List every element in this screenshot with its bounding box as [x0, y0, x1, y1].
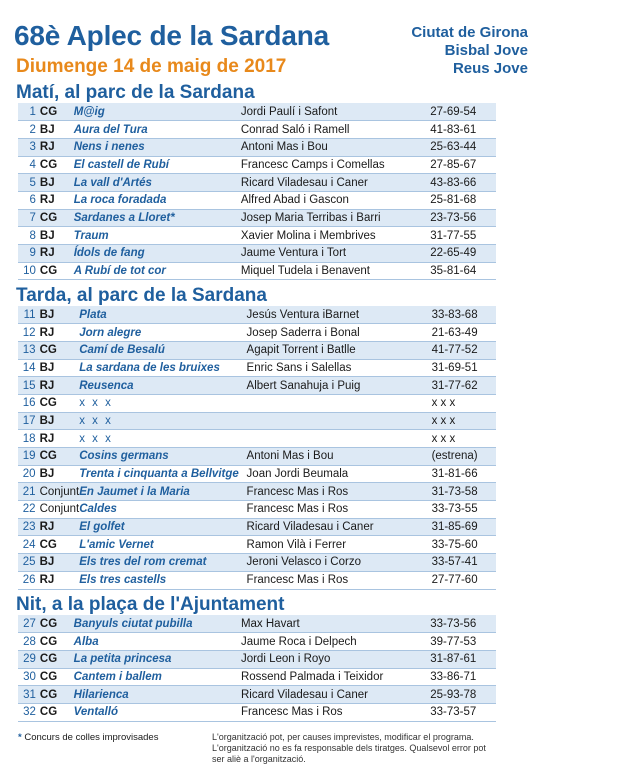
choir-code: BJ: [40, 306, 80, 324]
piece-reference: 31-69-51: [432, 359, 496, 377]
table-row: [18, 209, 496, 227]
composer-name: Antoni Mas i Bou: [247, 448, 432, 466]
piece-title: Sardanes a Lloret*: [74, 209, 241, 227]
composer-name: [247, 430, 432, 448]
piece-title: Banyuls ciutat pubilla: [74, 615, 241, 633]
piece-reference: 31-77-55: [430, 227, 496, 245]
piece-reference: 22-65-49: [430, 245, 496, 263]
piece-reference: 33-73-57: [430, 703, 496, 721]
piece-number: 23: [18, 518, 40, 536]
composer-name: Xavier Molina i Membrives: [241, 227, 430, 245]
table-row: [18, 501, 496, 519]
choir-code: RJ: [40, 245, 74, 263]
piece-reference: 31-85-69: [432, 518, 496, 536]
piece-title: Caldes: [79, 501, 246, 519]
piece-number: 20: [18, 465, 40, 483]
piece-reference: 25-81-68: [430, 191, 496, 209]
piece-reference: 31-81-66: [432, 465, 496, 483]
piece-reference: 23-73-56: [430, 209, 496, 227]
table-row: [18, 394, 496, 412]
composer-name: Ricard Viladesau i Caner: [241, 686, 430, 704]
composer-name: Francesc Mas i Ros: [241, 703, 430, 721]
program-table: [18, 306, 496, 590]
footnote: [18, 732, 158, 743]
choir-code: CG: [40, 103, 74, 121]
table-row: [18, 191, 496, 209]
piece-number: 13: [18, 341, 40, 359]
piece-title: Ídols de fang: [74, 245, 241, 263]
choir-code: CG: [40, 536, 80, 554]
composer-name: Albert Sanahuja i Puig: [247, 377, 432, 395]
piece-number: 15: [18, 377, 40, 395]
piece-reference: 43-83-66: [430, 174, 496, 192]
piece-reference: x x x: [432, 430, 496, 448]
piece-reference: x x x: [432, 412, 496, 430]
piece-title: x x x: [79, 430, 246, 448]
piece-reference: 33-86-71: [430, 668, 496, 686]
composer-name: Ricard Viladesau i Caner: [241, 174, 430, 192]
piece-reference: 25-93-78: [430, 686, 496, 704]
choir-code: BJ: [40, 359, 80, 377]
table-row: [18, 306, 496, 324]
composer-name: Joan Jordi Beumala: [247, 465, 432, 483]
table-row: [18, 668, 496, 686]
table-row: [18, 103, 496, 121]
piece-reference: x x x: [432, 394, 496, 412]
piece-reference: 27-85-67: [430, 156, 496, 174]
piece-number: 6: [18, 191, 40, 209]
piece-reference: 41-77-52: [432, 341, 496, 359]
table-row: [18, 377, 496, 395]
piece-title: En Jaumet i la Maria: [79, 483, 246, 501]
piece-title: x x x: [79, 412, 246, 430]
piece-reference: 27-69-54: [430, 103, 496, 121]
composer-name: Jesús Ventura iBarnet: [247, 306, 432, 324]
choir-name: Ciutat de Girona: [411, 24, 528, 41]
piece-number: 32: [18, 703, 40, 721]
table-row: [18, 536, 496, 554]
choir-code: RJ: [40, 191, 74, 209]
table-row: [18, 138, 496, 156]
piece-title: Jorn alegre: [79, 324, 246, 342]
composer-name: Jordi Paulí i Safont: [241, 103, 430, 121]
piece-number: 1: [18, 103, 40, 121]
piece-reference: 33-75-60: [432, 536, 496, 554]
composer-name: Josep Saderra i Bonal: [247, 324, 432, 342]
piece-number: 26: [18, 571, 40, 589]
choir-code: BJ: [40, 174, 74, 192]
piece-title: Cosins germans: [79, 448, 246, 466]
footnote-text: Concurs de colles improvisades: [24, 732, 159, 743]
choir-code: CG: [40, 209, 74, 227]
choir-code: CG: [40, 650, 74, 668]
piece-number: 22: [18, 501, 40, 519]
piece-title: Hilarienca: [74, 686, 241, 704]
piece-number: 8: [18, 227, 40, 245]
footnote-star: *: [18, 732, 22, 743]
choir-code: CG: [40, 156, 74, 174]
section-title: Tarda, al parc de la Sardana: [16, 285, 267, 306]
choir-code: CG: [40, 633, 74, 651]
composer-name: Josep Maria Terribas i Barri: [241, 209, 430, 227]
table-row: [18, 554, 496, 572]
piece-title: M@ig: [74, 103, 241, 121]
composer-name: Jaume Ventura i Tort: [241, 245, 430, 263]
piece-reference: 35-81-64: [430, 262, 496, 280]
piece-title: Alba: [74, 633, 241, 651]
piece-number: 31: [18, 686, 40, 704]
piece-number: 29: [18, 650, 40, 668]
piece-reference: 41-83-61: [430, 121, 496, 139]
piece-number: 18: [18, 430, 40, 448]
table-row: [18, 615, 496, 633]
piece-title: La sardana de les bruixes: [79, 359, 246, 377]
piece-number: 30: [18, 668, 40, 686]
table-row: [18, 324, 496, 342]
table-row: [18, 448, 496, 466]
piece-title: A Rubí de tot cor: [74, 262, 241, 280]
composer-name: Max Havart: [241, 615, 430, 633]
table-row: [18, 174, 496, 192]
choir-code: CG: [40, 615, 74, 633]
table-row: [18, 245, 496, 263]
composer-name: Alfred Abad i Gascon: [241, 191, 430, 209]
table-row: [18, 571, 496, 589]
piece-title: L'amic Vernet: [79, 536, 246, 554]
piece-number: 4: [18, 156, 40, 174]
piece-number: 24: [18, 536, 40, 554]
piece-reference: 39-77-53: [430, 633, 496, 651]
piece-reference: 31-73-58: [432, 483, 496, 501]
table-row: [18, 465, 496, 483]
piece-title: Trenta i cinquanta a Bellvitge: [79, 465, 246, 483]
composer-name: Francesc Mas i Ros: [247, 483, 432, 501]
piece-title: Traum: [74, 227, 241, 245]
piece-reference: (estrena): [432, 448, 496, 466]
piece-reference: 21-63-49: [432, 324, 496, 342]
table-row: [18, 650, 496, 668]
piece-number: 5: [18, 174, 40, 192]
piece-title: El castell de Rubí: [74, 156, 241, 174]
table-row: [18, 121, 496, 139]
piece-reference: 31-87-61: [430, 650, 496, 668]
choir-code: BJ: [40, 121, 74, 139]
legal-notice: L'organització pot, per causes imprevistes, modificar el programa. L'organització no es fa responsable dels tiratges. Qualsevol error pot ser aliè a l'organització.: [212, 732, 486, 764]
piece-number: 2: [18, 121, 40, 139]
piece-number: 10: [18, 262, 40, 280]
choir-code: RJ: [40, 138, 74, 156]
table-row: [18, 686, 496, 704]
table-row: [18, 359, 496, 377]
choir-code: CG: [40, 341, 80, 359]
choir-code: RJ: [40, 430, 80, 448]
piece-reference: 27-77-60: [432, 571, 496, 589]
piece-title: Plata: [79, 306, 246, 324]
piece-number: 9: [18, 245, 40, 263]
choir-list: [411, 24, 528, 78]
composer-name: Francesc Mas i Ros: [247, 571, 432, 589]
table-row: [18, 412, 496, 430]
table-row: [18, 227, 496, 245]
piece-reference: 33-73-55: [432, 501, 496, 519]
piece-number: 16: [18, 394, 40, 412]
table-row: [18, 156, 496, 174]
composer-name: Francesc Camps i Comellas: [241, 156, 430, 174]
piece-number: 3: [18, 138, 40, 156]
choir-code: CG: [40, 262, 74, 280]
choir-code: BJ: [40, 227, 74, 245]
piece-title: Reusenca: [79, 377, 246, 395]
piece-title: Els tres castells: [79, 571, 246, 589]
table-row: [18, 430, 496, 448]
program-table: [18, 615, 496, 722]
piece-title: Cantem i ballem: [74, 668, 241, 686]
piece-number: 25: [18, 554, 40, 572]
piece-number: 12: [18, 324, 40, 342]
composer-name: [247, 394, 432, 412]
composer-name: Ricard Viladesau i Caner: [247, 518, 432, 536]
choir-code: CG: [40, 448, 80, 466]
table-row: [18, 633, 496, 651]
piece-title: Nens i nenes: [74, 138, 241, 156]
choir-code: RJ: [40, 377, 80, 395]
composer-name: Jordi Leon i Royo: [241, 650, 430, 668]
piece-reference: 31-77-62: [432, 377, 496, 395]
piece-title: La roca foradada: [74, 191, 241, 209]
page-title: 68è Aplec de la Sardana: [14, 20, 329, 51]
piece-title: Ventalló: [74, 703, 241, 721]
choir-name: Bisbal Jove: [444, 42, 528, 59]
piece-number: 27: [18, 615, 40, 633]
piece-reference: 33-57-41: [432, 554, 496, 572]
piece-number: 14: [18, 359, 40, 377]
piece-reference: 33-83-68: [432, 306, 496, 324]
table-row: [18, 341, 496, 359]
choir-code: CG: [40, 703, 74, 721]
choir-name: Reus Jove: [452, 60, 528, 77]
composer-name: Ramon Vilà i Ferrer: [247, 536, 432, 554]
composer-name: Jaume Roca i Delpech: [241, 633, 430, 651]
table-row: [18, 518, 496, 536]
event-date: Diumenge 14 de maig de 2017: [16, 56, 287, 77]
choir-code: Conjunt: [40, 501, 80, 519]
piece-title: Aura del Tura: [74, 121, 241, 139]
table-row: [18, 703, 496, 721]
piece-number: 11: [18, 306, 40, 324]
piece-number: 21: [18, 483, 40, 501]
choir-code: RJ: [40, 324, 80, 342]
choir-code: BJ: [40, 465, 80, 483]
choir-code: CG: [40, 686, 74, 704]
piece-title: La petita princesa: [74, 650, 241, 668]
composer-name: Enric Sans i Salellas: [247, 359, 432, 377]
choir-code: Conjunt: [40, 483, 80, 501]
piece-reference: 25-63-44: [430, 138, 496, 156]
composer-name: Antoni Mas i Bou: [241, 138, 430, 156]
composer-name: Miquel Tudela i Benavent: [241, 262, 430, 280]
piece-reference: 33-73-56: [430, 615, 496, 633]
choir-code: RJ: [40, 571, 80, 589]
piece-number: 7: [18, 209, 40, 227]
choir-code: RJ: [40, 518, 80, 536]
composer-name: Rossend Palmada i Teixidor: [241, 668, 430, 686]
choir-code: BJ: [40, 554, 80, 572]
piece-title: x x x: [79, 394, 246, 412]
composer-name: [247, 412, 432, 430]
section-title: Nit, a la plaça de l'Ajuntament: [16, 594, 285, 615]
composer-name: Jeroni Velasco i Corzo: [247, 554, 432, 572]
piece-title: Camí de Besalú: [79, 341, 246, 359]
piece-title: La vall d'Artés: [74, 174, 241, 192]
piece-title: Els tres del rom cremat: [79, 554, 246, 572]
composer-name: Agapit Torrent i Batlle: [247, 341, 432, 359]
section-title: Matí, al parc de la Sardana: [16, 82, 255, 103]
composer-name: Conrad Saló i Ramell: [241, 121, 430, 139]
piece-number: 19: [18, 448, 40, 466]
choir-code: CG: [40, 394, 80, 412]
program-table: [18, 103, 496, 280]
composer-name: Francesc Mas i Ros: [247, 501, 432, 519]
choir-code: CG: [40, 668, 74, 686]
table-row: [18, 483, 496, 501]
piece-number: 17: [18, 412, 40, 430]
choir-code: BJ: [40, 412, 80, 430]
piece-number: 28: [18, 633, 40, 651]
piece-title: El golfet: [79, 518, 246, 536]
table-row: [18, 262, 496, 280]
